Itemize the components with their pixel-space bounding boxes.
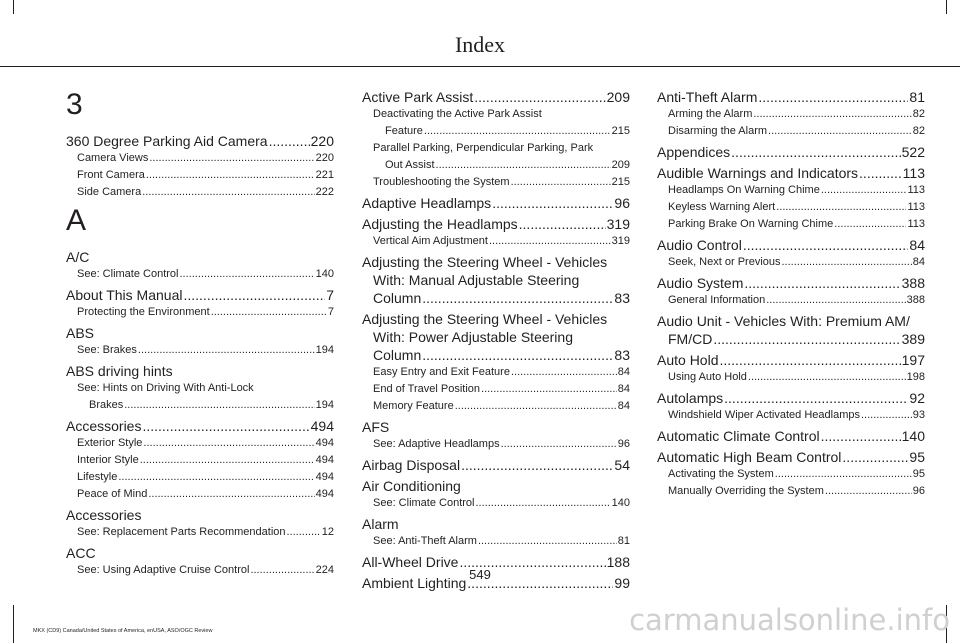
- index-entry-heading-page: 113: [902, 165, 925, 181]
- index-subentry-tail: [77, 397, 334, 414]
- index-subentry-text: Camera Views: [77, 152, 149, 164]
- index-entry-heading-page: 389: [901, 331, 925, 347]
- index-subentry-tail: [373, 123, 630, 140]
- leader-dots: [731, 143, 900, 161]
- index-subentry-page: 84: [617, 383, 630, 395]
- index-subentry-page: 7: [327, 306, 334, 318]
- index-subentry-page: 93: [912, 409, 925, 421]
- index-subentry-text: Activating the System: [668, 468, 774, 480]
- leader-dots: [140, 452, 315, 469]
- index-subentry-text: Interior Style: [77, 454, 139, 466]
- index-entry-heading-text: Adaptive Headlamps: [362, 195, 492, 211]
- section-letter: 3: [66, 88, 83, 121]
- index-entry-heading: [66, 362, 334, 380]
- leader-dots: [183, 286, 325, 304]
- index-entry: [66, 286, 334, 321]
- index-subentry-text: Front Camera: [77, 169, 145, 181]
- index-subentry: [66, 469, 334, 486]
- index-entry-heading: [657, 164, 925, 182]
- index-entry-heading: [66, 286, 334, 304]
- index-entry-heading-line: With: Manual Adjustable Steering: [373, 272, 580, 288]
- index-entry: [657, 448, 925, 500]
- index-subentry-tail: [373, 157, 630, 174]
- index-entry-heading: [66, 544, 334, 562]
- index-subentry-text: General Information: [668, 294, 766, 306]
- index-subentry-page: 82: [912, 125, 925, 137]
- index-subentry-text: Windshield Wiper Activated Headlamps: [668, 409, 860, 421]
- index-subentry-page: 319: [611, 235, 630, 247]
- index-entry-heading-text: Anti-Theft Alarm: [657, 89, 758, 105]
- leader-dots: [461, 456, 613, 474]
- index-subentry: [362, 398, 630, 415]
- leader-dots: [148, 486, 314, 503]
- index-entry-heading: [657, 274, 925, 292]
- crop-mark-bottom-left: [13, 605, 14, 643]
- index-entry-heading: [66, 417, 334, 435]
- index-entry-heading-text: Audio System: [657, 275, 744, 291]
- leader-dots: [719, 351, 900, 369]
- index-subentry-page: 494: [315, 437, 334, 449]
- index-entry-heading-text: A/C: [66, 249, 90, 265]
- index-entry: [657, 88, 925, 140]
- leader-dots: [211, 304, 327, 321]
- index-subentry-page: 388: [906, 294, 925, 306]
- leader-dots: [474, 88, 605, 106]
- index-entry: [657, 312, 925, 348]
- leader-dots: [138, 342, 315, 359]
- index-subentry-text: Headlamps On Warning Chime: [668, 184, 820, 196]
- index-entry-heading-page: 83: [614, 290, 630, 306]
- index-subentry-page: 84: [912, 256, 925, 268]
- index-subentry-text: Parking Brake On Warning Chime: [668, 218, 834, 230]
- index-entry-heading-text: Air Conditioning: [362, 478, 461, 494]
- index-subentry: [657, 106, 925, 123]
- index-subentry-page: 113: [907, 218, 925, 230]
- index-entry-heading-page: 209: [606, 89, 630, 105]
- index-subentry-page: 113: [907, 184, 925, 196]
- index-entry-heading-page: 54: [614, 457, 630, 473]
- index-subentry-text: See: Using Adaptive Cruise Control: [77, 564, 250, 576]
- leader-dots: [269, 132, 310, 150]
- index-entry: [362, 194, 630, 212]
- index-subentry-page: 81: [617, 535, 630, 547]
- index-subentry-page: 220: [315, 152, 334, 164]
- index-subentry-tail-page: 215: [611, 125, 630, 137]
- index-subentry-line: Deactivating the Active Park Assist: [373, 108, 542, 120]
- index-entry-heading-text: Auto Hold: [657, 352, 719, 368]
- leader-dots: [142, 417, 309, 435]
- index-entry-heading-text: ABS driving hints: [66, 363, 173, 379]
- index-subentry-text: Keyless Warning Alert: [668, 201, 776, 213]
- leader-dots: [422, 346, 613, 364]
- index-entry: [362, 88, 630, 191]
- index-entry: [657, 274, 925, 309]
- leader-dots: [478, 533, 617, 550]
- leader-dots: [489, 233, 611, 250]
- index-subentry: [657, 199, 925, 216]
- leader-dots: [180, 266, 315, 283]
- index-subentry-page: 140: [315, 268, 334, 280]
- index-column-1: [66, 88, 334, 582]
- index-subentry-text: Protecting the Environment: [77, 306, 210, 318]
- index-entry-heading: [657, 143, 925, 161]
- index-entry-heading-page: 522: [901, 144, 925, 160]
- index-subentry-text: Disarming the Alarm: [668, 125, 768, 137]
- index-subentry-page: 140: [611, 497, 630, 509]
- index-entry: [657, 236, 925, 271]
- leader-dots: [776, 199, 906, 216]
- index-entry: [362, 477, 630, 512]
- index-entry-heading-text: All-Wheel Drive: [362, 554, 459, 570]
- index-entry-heading-text: Column: [373, 347, 422, 363]
- index-entry-heading-page: 494: [310, 418, 334, 434]
- index-entry: [657, 389, 925, 424]
- index-entry-heading-line: Audio Unit - Vehicles With: Premium AM/: [657, 313, 910, 329]
- index-subentry: [362, 381, 630, 398]
- index-subentry-text: End of Travel Position: [373, 383, 481, 395]
- index-entry-heading-text: Audible Warnings and Indicators: [657, 165, 859, 181]
- index-subentry-page: 222: [315, 186, 334, 198]
- index-entry-heading: [657, 389, 925, 407]
- index-entry-heading-text: Adjusting the Headlamps: [362, 216, 518, 232]
- index-entry-heading: [362, 194, 630, 212]
- index-subentry-text: Using Auto Hold: [668, 371, 747, 383]
- page-title: Index: [454, 32, 506, 57]
- index-entry-heading: [66, 132, 334, 150]
- index-entry-heading-text: Audio Control: [657, 237, 742, 253]
- index-entry-heading-text: Accessories: [66, 418, 142, 434]
- index-entry-heading: [362, 289, 630, 307]
- index-entry-heading-text: Automatic High Beam Control: [657, 449, 842, 465]
- index-entry-heading-text: Appendices: [657, 144, 731, 160]
- index-entry: [66, 417, 334, 503]
- index-entry: [657, 164, 925, 233]
- leader-dots: [476, 495, 611, 512]
- index-subentry: [66, 304, 334, 321]
- index-subentry-text: See: Brakes: [77, 344, 137, 356]
- leader-dots: [834, 216, 906, 233]
- index-column-2: [362, 88, 630, 595]
- index-subentry-tail-text: Brakes: [89, 399, 124, 411]
- index-entry-heading-page: 7: [326, 287, 334, 303]
- header-rule: [0, 66, 960, 67]
- leader-dots: [511, 174, 611, 191]
- index-entry-heading: [362, 456, 630, 474]
- index-entry: [66, 324, 334, 359]
- leader-dots: [743, 236, 909, 254]
- index-subentry-text: Lifestyle: [77, 471, 118, 483]
- leader-dots: [124, 397, 314, 414]
- index-subentry-page: 113: [907, 201, 925, 213]
- index-entry-heading-page: 319: [606, 216, 630, 232]
- index-entry-heading: [66, 506, 334, 524]
- index-entry-heading-page: 96: [614, 195, 630, 211]
- index-entry: [657, 427, 925, 445]
- index-subentry-page: 96: [617, 438, 630, 450]
- watermark: carmanualsonline.info: [629, 603, 950, 637]
- index-entry: [66, 132, 334, 201]
- index-entry-heading-line: With: Power Adjustable Steering: [373, 329, 573, 345]
- index-subentry-page: 95: [912, 468, 925, 480]
- index-entry-heading: [362, 346, 630, 364]
- index-entry-heading-page: 220: [310, 133, 334, 149]
- index-entry-heading-text: Autolamps: [657, 390, 724, 406]
- index-entry-heading: [657, 427, 925, 445]
- index-entry-heading-line: Adjusting the Steering Wheel - Vehicles: [362, 254, 608, 270]
- index-subentry-text: See: Replacement Parts Recommendation: [77, 526, 286, 538]
- leader-dots: [424, 123, 611, 140]
- index-entry-heading: [362, 515, 630, 533]
- index-entry: [362, 253, 630, 307]
- index-subentry-text: See: Climate Control: [77, 268, 179, 280]
- index-subentry: [66, 435, 334, 452]
- index-subentry-text: See: Adaptive Headlamps: [373, 438, 500, 450]
- index-subentry: [362, 364, 630, 381]
- index-entry-heading-text: FM/CD: [668, 331, 713, 347]
- index-entry-heading: [362, 88, 630, 106]
- index-entry-heading-text: AFS: [362, 419, 390, 435]
- index-subentry: [657, 483, 925, 500]
- index-entry-heading-page: 83: [614, 347, 630, 363]
- index-entry-heading-text: 360 Degree Parking Aid Camera: [66, 133, 268, 149]
- leader-dots: [775, 466, 912, 483]
- index-subentry-text: Exterior Style: [77, 437, 143, 449]
- index-subentry-text: Easy Entry and Exit Feature: [373, 366, 510, 378]
- leader-dots: [859, 164, 902, 182]
- index-subentry-page: 198: [906, 371, 925, 383]
- page-number: 549: [469, 567, 491, 582]
- crop-mark-right-vertical: [946, 0, 947, 14]
- leader-dots: [481, 381, 617, 398]
- leader-dots: [149, 150, 314, 167]
- leader-dots: [861, 407, 912, 424]
- index-subentry-page: 215: [611, 176, 630, 188]
- leader-dots: [511, 364, 617, 381]
- index-subentry: [66, 342, 334, 359]
- crop-mark-left-vertical: [13, 0, 14, 14]
- index-subentry: [66, 184, 334, 201]
- index-entry-heading: [657, 88, 925, 106]
- index-entry: [657, 351, 925, 386]
- index-entry-heading-text: Accessories: [66, 507, 142, 523]
- index-subentry: [66, 486, 334, 503]
- index-entry-heading-text: Column: [373, 290, 422, 306]
- index-subentry-text: See: Anti-Theft Alarm: [373, 535, 477, 547]
- index-entry-heading-text: ABS: [66, 325, 95, 341]
- leader-dots: [519, 215, 606, 233]
- leader-dots: [753, 106, 911, 123]
- index-entry-heading-text: Airbag Disposal: [362, 457, 461, 473]
- index-entry-heading-page: 99: [614, 575, 630, 591]
- index-subentry-tail-page: 194: [315, 399, 334, 411]
- index-subentry: [657, 254, 925, 271]
- index-entry-heading-text: About This Manual: [66, 287, 183, 303]
- leader-dots: [842, 448, 908, 466]
- index-entry: [362, 310, 630, 415]
- index-entry-heading-page: 140: [901, 428, 925, 444]
- index-subentry-tail-text: Feature: [385, 125, 423, 137]
- index-subentry-page: 96: [912, 485, 925, 497]
- leader-dots: [748, 369, 906, 386]
- index-entry-heading-text: Active Park Assist: [362, 89, 474, 105]
- index-subentry-page: 494: [315, 454, 334, 466]
- index-entry: [362, 418, 630, 453]
- index-subentry-page: 194: [315, 344, 334, 356]
- leader-dots: [724, 389, 908, 407]
- index-entry-heading: [657, 351, 925, 369]
- index-column-3: [657, 88, 925, 503]
- index-subentry: [362, 533, 630, 550]
- index-entry-heading: [66, 324, 334, 342]
- index-subentry: [66, 452, 334, 469]
- index-subentry: [657, 216, 925, 233]
- index-subentry: [66, 524, 334, 541]
- index-subentry: [657, 369, 925, 386]
- index-subentry-text: Manually Overriding the System: [668, 485, 824, 497]
- index-entry-heading-text: ACC: [66, 545, 96, 561]
- index-subentry: [657, 292, 925, 309]
- index-entry-heading-page: 388: [901, 275, 925, 291]
- index-subentry-page: 82: [912, 108, 925, 120]
- leader-dots: [142, 184, 314, 201]
- index-subentry: [657, 407, 925, 424]
- leader-dots: [118, 469, 314, 486]
- index-entry-heading: [66, 248, 334, 266]
- index-subentry-text: Arming the Alarm: [668, 108, 753, 120]
- leader-dots: [492, 194, 613, 212]
- index-entry: [362, 515, 630, 550]
- index-subentry-text: Peace of Mind: [77, 488, 148, 500]
- index-entry-heading-page: 188: [606, 554, 630, 570]
- leader-dots: [766, 292, 905, 309]
- index-entry-heading: [362, 477, 630, 495]
- index-subentry-page: 84: [617, 400, 630, 412]
- index-subentry-page: 221: [315, 169, 334, 181]
- index-entry-heading: [657, 330, 925, 348]
- index-subentry: [362, 174, 630, 191]
- index-subentry-page: 224: [315, 564, 334, 576]
- index-subentry-text: Memory Feature: [373, 400, 454, 412]
- index-subentry-page: 494: [315, 471, 334, 483]
- footer-text: MKX (CD9) Canada/United States of America, enUSA, ASO/OGC Review: [33, 628, 213, 634]
- entry-gap: [362, 592, 630, 595]
- index-entry-heading: [362, 418, 630, 436]
- index-entry-heading-line: Adjusting the Steering Wheel - Vehicles: [362, 311, 608, 327]
- index-subentry-tail-text: Out Assist: [385, 159, 435, 171]
- index-entry: [362, 456, 630, 474]
- index-subentry: [66, 167, 334, 184]
- leader-dots: [825, 483, 912, 500]
- index-entry-heading: [657, 236, 925, 254]
- leader-dots: [768, 123, 912, 140]
- leader-dots: [146, 167, 315, 184]
- index-entry-heading-page: 197: [901, 352, 925, 368]
- leader-dots: [436, 157, 611, 174]
- index-subentry-text: Vertical Aim Adjustment: [373, 235, 488, 247]
- index-subentry: [362, 106, 630, 140]
- index-subentry: [66, 380, 334, 414]
- index-subentry: [362, 436, 630, 453]
- index-entry-heading: [362, 215, 630, 233]
- index-subentry: [362, 233, 630, 250]
- index-entry-heading-page: 92: [909, 390, 925, 406]
- index-entry: [66, 506, 334, 541]
- leader-dots: [821, 182, 907, 199]
- index-entry-heading-text: Alarm: [362, 516, 399, 532]
- leader-dots: [455, 398, 617, 415]
- leader-dots: [287, 524, 321, 541]
- index-subentry-page: 12: [321, 526, 334, 538]
- index-entry-heading-page: 81: [909, 89, 925, 105]
- index-subentry-line: See: Hints on Driving With Anti-Lock: [77, 382, 254, 394]
- index-entry-heading: [657, 448, 925, 466]
- leader-dots: [143, 435, 314, 452]
- index-subentry-text: See: Climate Control: [373, 497, 475, 509]
- index-subentry-line: Parallel Parking, Perpendicular Parking, Park: [373, 142, 594, 154]
- index-subentry: [362, 140, 630, 174]
- index-entry-heading-page: 95: [909, 449, 925, 465]
- index-entry: [362, 215, 630, 250]
- index-subentry: [657, 466, 925, 483]
- entry-gap: [657, 500, 925, 503]
- index-entry: [66, 248, 334, 283]
- index-subentry-page: 84: [617, 366, 630, 378]
- leader-dots: [501, 436, 617, 453]
- index-entry-heading-page: 84: [909, 237, 925, 253]
- index-subentry-tail-page: 209: [611, 159, 630, 171]
- leader-dots: [758, 88, 908, 106]
- index-subentry: [66, 150, 334, 167]
- index-subentry: [657, 182, 925, 199]
- index-subentry: [66, 266, 334, 283]
- section-letter: A: [66, 204, 87, 237]
- index-entry-heading-text: Ambient Lighting: [362, 575, 467, 591]
- index-entry: [66, 362, 334, 414]
- index-subentry-text: Troubleshooting the System: [373, 176, 510, 188]
- index-entry: [657, 143, 925, 161]
- leader-dots: [744, 274, 900, 292]
- index-subentry: [657, 123, 925, 140]
- index-subentry-text: Side Camera: [77, 186, 142, 198]
- index-subentry-page: 494: [315, 488, 334, 500]
- index-subentry-text: Seek, Next or Previous: [668, 256, 781, 268]
- index-entry-heading-text: Automatic Climate Control: [657, 428, 820, 444]
- leader-dots: [422, 289, 613, 307]
- index-subentry: [362, 495, 630, 512]
- leader-dots: [782, 254, 912, 271]
- leader-dots: [713, 330, 900, 348]
- leader-dots: [821, 427, 901, 445]
